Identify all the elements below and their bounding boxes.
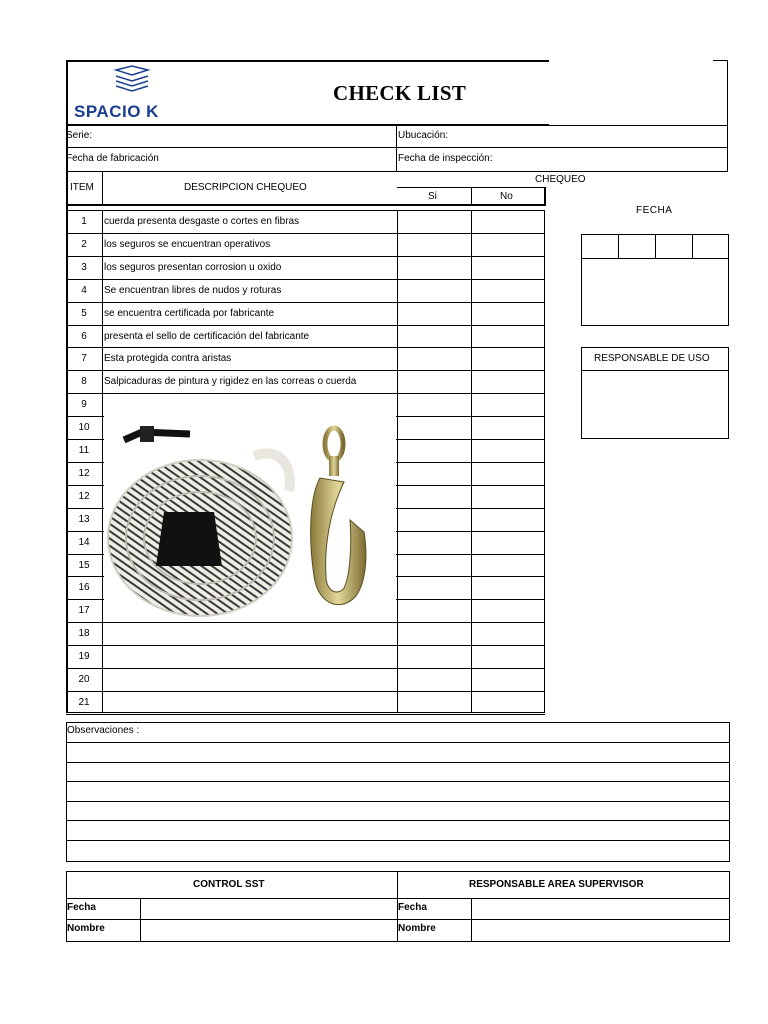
item-header: ITEM	[70, 182, 94, 193]
company-name: SPACIO K	[74, 102, 159, 121]
si-check-cell[interactable]	[398, 646, 470, 667]
serie-label: Serie:	[66, 130, 93, 141]
item-number: 8	[81, 376, 87, 387]
item-number: 12	[78, 468, 90, 479]
si-check-cell[interactable]	[398, 623, 470, 644]
no-check-cell[interactable]	[472, 280, 543, 301]
no-check-cell[interactable]	[472, 394, 543, 415]
responsable-uso-label: RESPONSABLE DE USO	[594, 353, 710, 364]
si-check-cell[interactable]	[398, 600, 470, 621]
si-header: Si	[428, 191, 437, 202]
si-check-cell[interactable]	[398, 463, 470, 484]
item-number: 1	[81, 216, 87, 227]
item-number: 7	[81, 353, 87, 364]
item-number: 10	[78, 422, 90, 433]
supervisor-title: RESPONSABLE AREA SUPERVISOR	[469, 879, 644, 890]
si-check-cell[interactable]	[398, 440, 470, 461]
si-check-cell[interactable]	[398, 555, 470, 576]
no-check-cell[interactable]	[472, 577, 543, 598]
no-check-cell[interactable]	[472, 326, 543, 347]
si-check-cell[interactable]	[398, 211, 470, 232]
no-check-cell[interactable]	[472, 371, 543, 392]
responsable-uso-box	[581, 347, 729, 439]
row-divider	[66, 714, 545, 715]
item-number: 21	[78, 697, 90, 708]
control-fecha-label: Fecha	[67, 902, 96, 913]
item-description: Salpicaduras de pintura y rigidez en las correas o cuerda	[104, 376, 357, 387]
rope-and-hook-icon	[104, 416, 396, 622]
no-check-cell[interactable]	[472, 234, 543, 255]
item-number: 2	[81, 239, 87, 250]
item-number: 12	[78, 491, 90, 502]
item-number: 11	[78, 445, 90, 456]
fecha-inspeccion-label: Fecha de inspección:	[398, 153, 493, 164]
no-check-cell[interactable]	[472, 692, 543, 713]
item-number: 4	[81, 285, 87, 296]
no-check-cell[interactable]	[472, 417, 543, 438]
no-header: No	[500, 191, 513, 202]
si-check-cell[interactable]	[398, 348, 470, 369]
si-check-cell[interactable]	[398, 417, 470, 438]
si-check-cell[interactable]	[398, 280, 470, 301]
item-number: 20	[78, 674, 90, 685]
no-check-cell[interactable]	[472, 440, 543, 461]
item-number: 5	[81, 308, 87, 319]
item-description: los seguros se encuentran operativos	[104, 239, 271, 250]
fecha-fabricacion-label: Fecha de fabricación	[66, 153, 159, 164]
item-description: Esta protegida contra aristas	[104, 353, 232, 364]
si-check-cell[interactable]	[398, 234, 470, 255]
si-check-cell[interactable]	[398, 509, 470, 530]
si-check-cell[interactable]	[398, 692, 470, 713]
si-check-cell[interactable]	[398, 303, 470, 324]
si-check-cell[interactable]	[398, 394, 470, 415]
si-check-cell[interactable]	[398, 532, 470, 553]
control-sst-title: CONTROL SST	[193, 879, 265, 890]
si-check-cell[interactable]	[398, 669, 470, 690]
item-description: los seguros presentan corrosion u oxido	[104, 262, 282, 273]
item-number: 19	[78, 651, 90, 662]
no-check-cell[interactable]	[472, 211, 543, 232]
item-description: Se encuentran libres de nudos y roturas	[104, 285, 282, 296]
no-check-cell[interactable]	[472, 303, 543, 324]
si-check-cell[interactable]	[398, 486, 470, 507]
chequeo-header: CHEQUEO	[535, 174, 586, 185]
item-number: 14	[78, 537, 90, 548]
item-description: se encuentra certificada por fabricante	[104, 308, 275, 319]
no-check-cell[interactable]	[472, 532, 543, 553]
item-number: 9	[81, 399, 87, 410]
no-check-cell[interactable]	[472, 646, 543, 667]
no-check-cell[interactable]	[472, 669, 543, 690]
item-number: 16	[78, 582, 90, 593]
supervisor-fecha-label: Fecha	[398, 902, 427, 913]
item-number: 15	[78, 560, 90, 571]
no-check-cell[interactable]	[472, 555, 543, 576]
no-check-cell[interactable]	[472, 509, 543, 530]
item-number: 17	[78, 605, 90, 616]
no-check-cell[interactable]	[472, 348, 543, 369]
fecha-box	[581, 234, 729, 326]
si-check-cell[interactable]	[398, 577, 470, 598]
item-number: 18	[78, 628, 90, 639]
ubicacion-label: Ubucación:	[398, 130, 449, 141]
item-description: cuerda presenta desgaste o cortes en fibras	[104, 216, 300, 227]
item-number: 3	[81, 262, 87, 273]
si-check-cell[interactable]	[398, 371, 470, 392]
company-logo	[72, 64, 176, 122]
supervisor-nombre-label: Nombre	[398, 923, 436, 934]
si-check-cell[interactable]	[398, 257, 470, 278]
no-check-cell[interactable]	[472, 486, 543, 507]
page-title: CHECK LIST	[333, 81, 467, 105]
si-check-cell[interactable]	[398, 326, 470, 347]
item-number: 6	[81, 331, 87, 342]
no-check-cell[interactable]	[472, 463, 543, 484]
observaciones-label: Observaciones :	[67, 725, 140, 736]
product-photo	[104, 416, 396, 622]
stacked-layers-logo-icon	[72, 64, 176, 104]
descripcion-header: DESCRIPCION CHEQUEO	[184, 182, 307, 193]
fecha-label: FECHA	[636, 205, 673, 216]
no-check-cell[interactable]	[472, 600, 543, 621]
control-footer	[66, 871, 730, 942]
no-check-cell[interactable]	[472, 257, 543, 278]
control-nombre-label: Nombre	[67, 923, 105, 934]
item-description: presenta el sello de certificación del fabricante	[104, 331, 310, 342]
observaciones-box	[66, 722, 730, 862]
item-number: 13	[78, 514, 90, 525]
no-check-cell[interactable]	[472, 623, 543, 644]
